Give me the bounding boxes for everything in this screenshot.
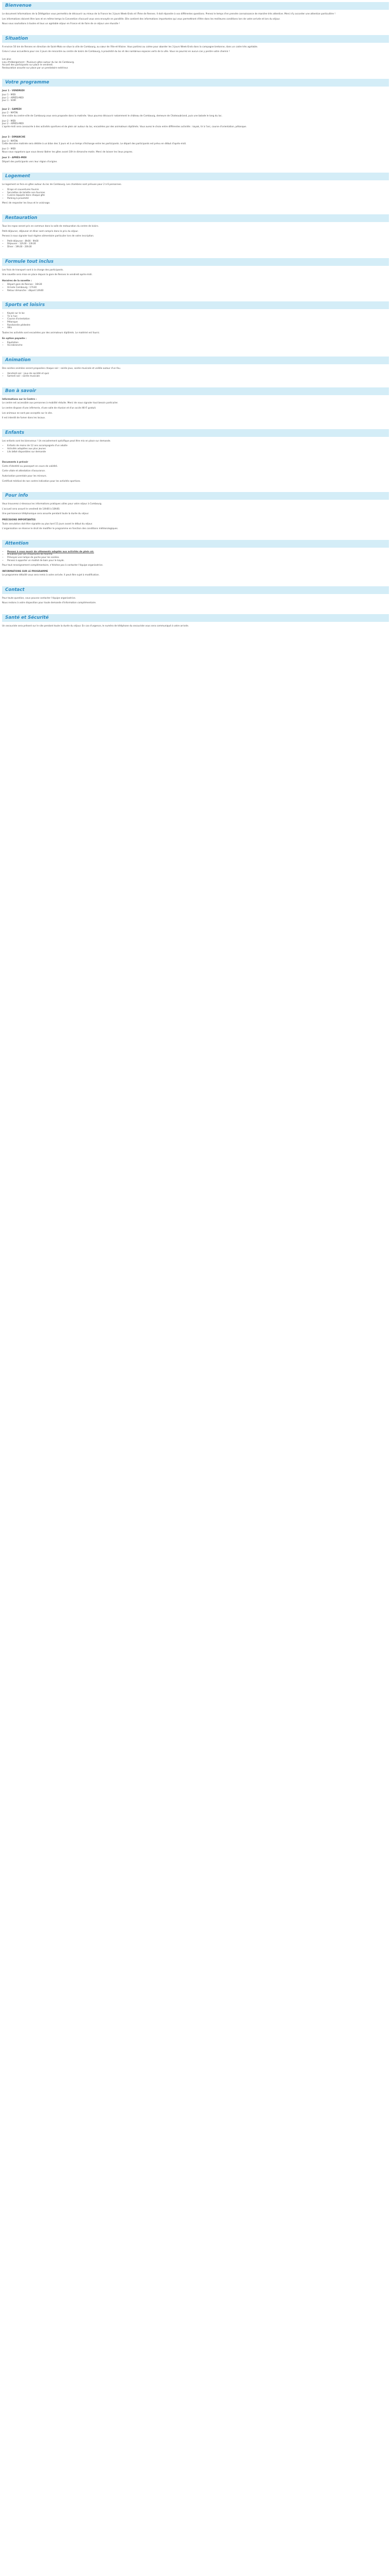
paragraph: Accueil des participants sur place le vendredi. <box>2 64 54 67</box>
list-item: • Vélo <box>7 327 389 330</box>
document-page <box>0 0 391 633</box>
paragraph: Vous trouverez ci-dessous les informations pratiques utiles pour votre séjour à Combourg. <box>2 503 102 506</box>
soirees-list <box>2 372 389 378</box>
paragraph: Départ des participants vers leur région d'origine. <box>2 160 58 163</box>
day-line: Jour 1 - APRÈS-MIDI <box>2 96 24 99</box>
list-item: • Vendredi soir : jeux de société et quiz <box>7 372 389 376</box>
list-item: • Randonnée pédestre <box>7 324 389 327</box>
list-item: • Arrivée Combourg : 17h30 <box>7 286 389 290</box>
list-item: • Serviettes de toilette non fournies <box>7 192 389 195</box>
paragraph: Petit-déjeuner, déjeuner et dîner sont compris dans le prix du séjour. <box>2 230 79 233</box>
section-body-bienvenue <box>0 13 391 26</box>
list-item: • Samedi soir : soirée musicale <box>7 375 389 378</box>
paragraph: Autorisation parentale pour les mineurs. <box>2 474 47 478</box>
section-body-attention <box>0 551 391 577</box>
day-heading: Jour 1 - VENDREDI <box>2 90 25 93</box>
list-item: • Draps et couvertures fournis <box>7 189 389 192</box>
paragraph: Une visite du centre-ville de Combourg vous sera proposée dans la matinée. Vous pourrez découvrir notamment le château de Combourg, demeure de Chateaubriand, puis une balade le long du lac. <box>2 114 222 117</box>
paragraph: Certificat médical de non contre-indication pour les activités sportives. <box>2 480 81 483</box>
section-title-enfants: Enfants <box>2 429 389 437</box>
day-heading: Jour 2 - SAMEDI <box>2 108 22 111</box>
list-item: • Parking à proximité <box>7 197 389 200</box>
list-item: • Cuisine équipée dans chaque gîte <box>7 194 389 197</box>
paragraph: Nous vous souhaitons à toutes et tous un agréable séjour en France et de faire de ce séjour une réussite ! <box>2 23 120 26</box>
list-item: • Pétanque <box>7 321 389 324</box>
paragraph: Le logement se fera en gîtes autour du lac de Combourg. Les chambres sont prévues pour 2 à 6 personnes. <box>2 183 122 187</box>
paragraph: Les informations doivent être lues et en même temps la Convention d'accueil vous sera envoyée en parallèle. Elle contient des informations importantes qui vous permettront d'être dans les meilleures conditions lors de votre arrivée et lors du séjour. <box>2 18 281 21</box>
paragraph: Nous vous rappelons que vous devez libérer les gîtes avant 10h le dimanche matin. Merci de laisser les lieux propres. <box>2 150 133 154</box>
paragraph: L'après-midi sera consacrée à des activités sportives et de plein air autour du lac, encadrées par des animateurs diplômés. Vous aurez le choix entre différentes activités : kayak, tir à l'arc, course d'orientation, pétanque. <box>2 125 247 128</box>
section-title-contact: Contact <box>2 586 389 594</box>
paragraph: Pensez à nous signaler tout régime alimentaire particulier lors de votre inscription. <box>2 235 94 238</box>
list-item: • Pensez à apporter un maillot de bain pour le kayak. <box>7 560 389 563</box>
paragraph: Les enfants sont les bienvenus ! Un encadrement spécifique peut être mis en place sur demande. <box>2 439 111 443</box>
day-heading: Jour 3 - DIMANCHE <box>2 136 26 139</box>
paragraph: L'accueil sera assuré le vendredi de 14h00 à 18h00. <box>2 507 60 511</box>
day-heading: Jour 3 - APRÈS-MIDI <box>2 157 27 160</box>
section-title-sports: Sports et loisirs <box>2 301 389 309</box>
paragraph: Un secouriste sera présent sur le site pendant toute la durée du séjour. En cas d'urgence, le numéro de téléphone du secouriste vous sera communiqué à votre arrivée. <box>2 625 189 628</box>
emphasis-text: Pensez à vous munir de vêtements adaptés aux activités de plein air. <box>7 550 94 553</box>
list-item: • Enfants de moins de 12 ans accompagnés d'un adulte <box>7 445 389 448</box>
subheading: Informations sur le Centre : <box>2 398 37 401</box>
paragraph: Une permanence téléphonique sera assurée pendant toute la durée du séjour. <box>2 513 89 516</box>
paragraph: Lieu d'hébergement : Plusieurs gîtes autour du lac de Combourg. <box>2 61 75 64</box>
paragraph: Tous les repas seront pris en commun dans la salle de restauration du centre de loisirs. <box>2 225 99 228</box>
day-line: Jour 3 - MIDI <box>2 148 16 151</box>
section-title-transport: Formule tout inclus <box>2 258 389 266</box>
paragraph: Le document Informations de la Délégation vous permettra de découvrir au mieux de la France les 3 Jours Week-Ends et l'Âme de Rennes. Il doit répondre à vos différentes questions. Prenez le temps d'en prendre connaissance de manière très attentive. Merci d'y accorder une attention particulière ! <box>2 13 336 15</box>
subheading: Horaires de la navette : <box>2 279 32 282</box>
logement-list <box>2 189 389 200</box>
list-item: • N'oubliez pas vos chaussures de marche. <box>7 553 389 556</box>
list-item: • Petit-déjeuner : 8h00 - 9h00 <box>7 240 389 243</box>
paragraph: Restauration assurée sur place par un prestataire extérieur. <box>2 66 69 70</box>
day-line: Jour 2 - APRÈS-MIDI <box>2 123 24 126</box>
paragraph: Les frais de transport sont à la charge des participants. <box>2 268 64 272</box>
day-line: Jour 1 - MIDI <box>2 93 16 96</box>
paragraph: Il est interdit de fumer dans les locaux. <box>2 417 46 420</box>
section-title-bon-a-savoir: Bon à savoir <box>2 387 389 395</box>
paragraph: Toutes les activités sont encadrées par des animateurs diplômés. Le matériel est fourni. <box>2 331 100 334</box>
section-title-bienvenue: Bienvenue <box>2 2 389 10</box>
enfants-list <box>2 445 389 453</box>
list-item: • Activités adaptées aux plus jeunes <box>7 448 389 451</box>
list-item: • Dîner : 19h30 - 20h30 <box>7 246 389 249</box>
paragraph: Des soirées animées seront proposées chaque soir : soirée jeux, soirée musicale et veillée autour d'un feu. <box>2 367 121 370</box>
paragraph: Celui-ci vous accueillera pour ces 3 jours de rencontre au centre de loisirs de Combourg, à proximité du lac et des nombreux espaces verts de la ville. Vous ne pourrez en aucun cas y perdre votre chemin ! <box>2 50 230 54</box>
subheading: INFORMATIONS SUR LE PROGRAMME <box>2 570 48 573</box>
list-item: • Lits bébé disponibles sur demande <box>7 451 389 454</box>
paragraph: Nous restons à votre disposition pour toute demande d'information complémentaire. <box>2 602 96 605</box>
section-body-transport <box>0 269 391 293</box>
list-item: • Course d'orientation <box>7 318 389 321</box>
list-item: • Retour dimanche : départ 14h00 <box>7 290 389 293</box>
section-body-sante <box>0 625 391 628</box>
section-body-situation <box>0 46 391 70</box>
section-body-animation <box>0 367 391 378</box>
list-item: • Déjeuner : 12h30 - 13h30 <box>7 243 389 246</box>
paragraph: Une navette sera mise en place depuis la gare de Rennes le vendredi après-midi. <box>2 274 93 277</box>
section-body-sports <box>0 312 391 347</box>
section-body-restauration <box>0 225 391 249</box>
section-title-attention: Attention <box>2 540 389 548</box>
section-body-bon-a-savoir <box>0 398 391 420</box>
list-item: • Tir à l'arc <box>7 315 389 318</box>
section-title-animation: Animation <box>2 357 389 364</box>
list-item: • Départ gare de Rennes : 16h30 <box>7 283 389 286</box>
paragraph: Toute annulation doit être signalée au plus tard 15 jours avant le début du séjour. <box>2 522 93 526</box>
section-body-enfants <box>0 440 391 483</box>
section-title-programme: Votre programme <box>2 79 389 87</box>
day-line: Jour 1 - SOIR <box>2 99 17 103</box>
paragraph: Merci de respecter les lieux et le voisinage. <box>2 202 51 205</box>
list-item: • Accrobranche <box>7 344 389 347</box>
section-body-logement <box>0 183 391 205</box>
subheading: PRÉCISIONS IMPORTANTES <box>2 518 36 521</box>
subheading: Documents à prévoir <box>2 461 28 464</box>
section-body-pour-info <box>0 503 391 531</box>
paragraph: Pour tout renseignement complémentaire, n'hésitez pas à contacter l'équipe organisatrice. <box>2 564 104 567</box>
paragraph: Les plus <box>2 58 11 61</box>
paragraph: Cette dernière matinée sera dédiée à un bilan des 3 jours et à un temps d'échange entre les participants. Le départ des participants est prévu en début d'après-midi. <box>2 143 187 146</box>
section-body-contact <box>0 597 391 605</box>
paragraph: Le programme détaillé vous sera remis à votre arrivée. Il peut être sujet à modification. <box>2 574 100 577</box>
section-title-situation: Situation <box>2 35 389 43</box>
paragraph: Le centre est accessible aux personnes à mobilité réduite. Merci de nous signaler tout besoin particulier. <box>2 402 119 405</box>
subheading: En option payante : <box>2 337 27 341</box>
section-title-restauration: Restauration <box>2 214 389 222</box>
section-title-sante: Santé et Sécurité <box>2 614 389 622</box>
paragraph: Le centre dispose d'une infirmerie, d'une salle de réunion et d'un accès Wi-Fi gratuit. <box>2 407 96 410</box>
list-item: • Prévoyez une lampe de poche pour les soirées. <box>7 556 389 560</box>
paragraph: Pour toute question, vous pouvez contacter l'équipe organisatrice. <box>2 597 76 600</box>
day-line: Jour 2 - MATIN <box>2 112 18 115</box>
day-line: Jour 3 - MATIN <box>2 140 18 143</box>
horaires-repas-list <box>2 240 389 249</box>
navette-list <box>2 283 389 292</box>
paragraph: Carte vitale et attestation d'assurance. <box>2 470 46 473</box>
attention-list <box>2 551 389 562</box>
activites-list <box>2 312 389 330</box>
paragraph: L'organisation se réserve le droit de modifier le programme en fonction des conditions météorologiques. <box>2 528 119 531</box>
paragraph: Les animaux ne sont pas acceptés sur le site. <box>2 412 53 415</box>
options-list <box>2 342 389 347</box>
paragraph: À environ 50 km de Rennes en direction de Saint-Malo se situe la ville de Combourg, au cœur de l'Ille-et-Vilaine. Vous partirez au calme pour aborder les 3 Jours Week-Ends dans la campagne bretonne, dans un cadre très agréable. <box>2 45 258 48</box>
paragraph: Carte d'identité ou passeport en cours de validité. <box>2 465 58 468</box>
section-title-logement: Logement <box>2 173 389 180</box>
list-item: • Kayak sur le lac <box>7 312 389 315</box>
section-body-programme <box>0 90 391 163</box>
section-title-pour-info: Pour info <box>2 492 389 500</box>
list-item: • Équitation <box>7 342 389 345</box>
day-line: Jour 2 - MIDI <box>2 120 16 123</box>
